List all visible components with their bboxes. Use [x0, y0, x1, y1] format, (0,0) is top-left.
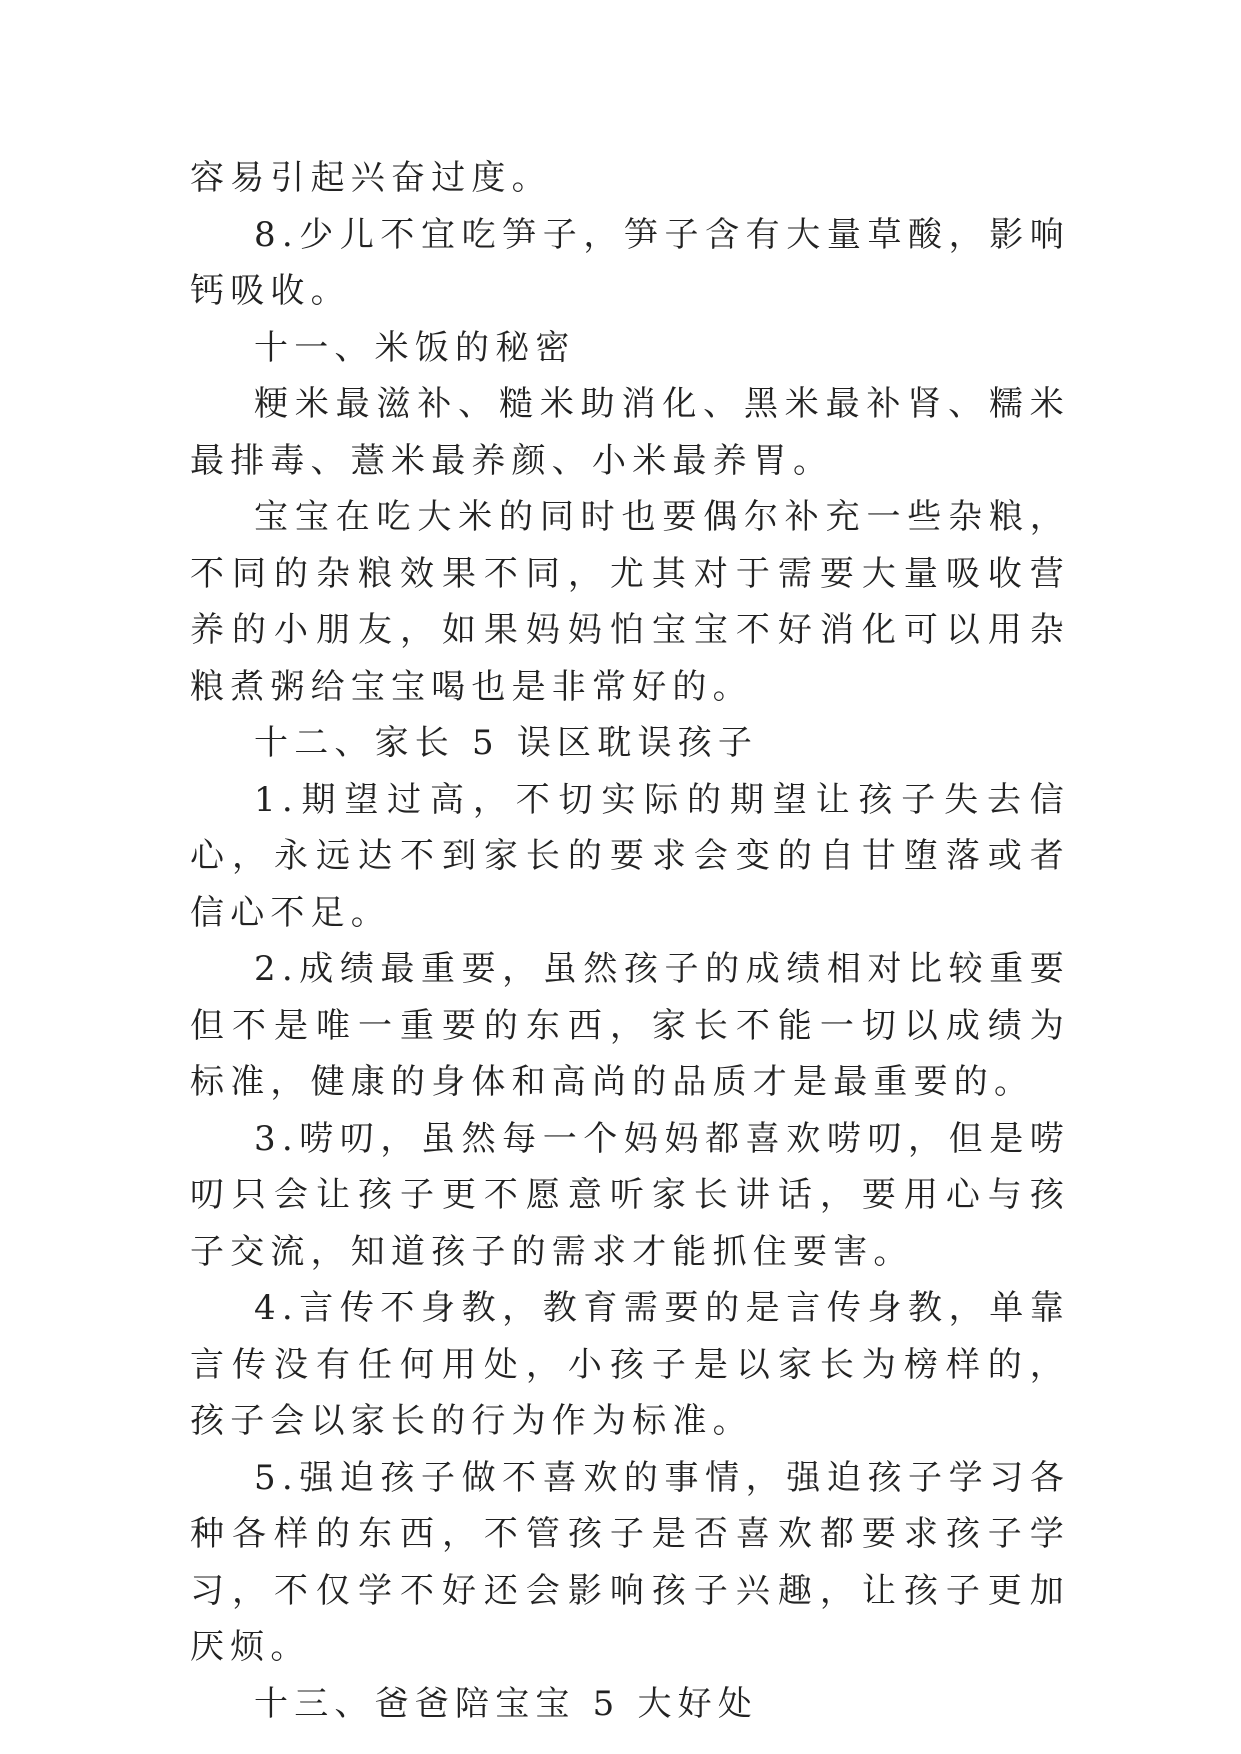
list-item-1: 1.期望过高，不切实际的期望让孩子失去信心，永远达不到家长的要求会变的自甘堕落或者信心不足。 — [190, 779, 1070, 933]
list-item-8: 8.少儿不宜吃笋子，笋子含有大量草酸，影响钙吸收。 — [190, 214, 1070, 311]
paragraph-continuation: 容易引起兴奋过度。 — [190, 158, 552, 198]
list-item-2: 2.成绩最重要，虽然孩子的成绩相对比较重要但不是唯一重要的东西，家长不能一切以成绩为标准，健康的身体和高尚的品质才是最重要的。 — [190, 949, 1070, 1102]
section-heading-12: 十二、家长 5 误区耽误孩子 — [254, 723, 759, 763]
section-heading-11: 十一、米饭的秘密 — [254, 327, 576, 368]
list-item-3: 3.唠叨，虽然每一个妈妈都喜欢唠叨，但是唠叨只会让孩子更不愿意听家长讲话，要用心与孩子交流，知道孩子的需求才能抓住要害。 — [190, 1118, 1070, 1272]
section-heading-13: 十三、爸爸陪宝宝 5 大好处 — [254, 1683, 759, 1724]
paragraph-grains: 宝宝在吃大米的同时也要偶尔补充一些杂粮，不同的杂粮效果不同，尤其对于需要大量吸收营养的小朋友，如果妈妈怕宝宝不好消化可以用杂粮煮粥给宝宝喝也是非常好的。 — [190, 497, 1070, 707]
paragraph-rice-types: 粳米最滋补、糙米助消化、黑米最补肾、糯米最排毒、薏米最养颜、小米最养胃。 — [190, 384, 1070, 481]
list-item-5: 5.强迫孩子做不喜欢的事情，强迫孩子学习各种各样的东西，不管孩子是否喜欢都要求孩子学习，不仅学不好还会影响孩子兴趣，让孩子更加厌烦。 — [190, 1457, 1070, 1667]
document-body — [190, 150, 1070, 1732]
list-item-4: 4.言传不身教，教育需要的是言传身教，单靠言传没有任何用处，小孩子是以家长为榜样的，孩子会以家长的行为作为标准。 — [190, 1288, 1070, 1441]
